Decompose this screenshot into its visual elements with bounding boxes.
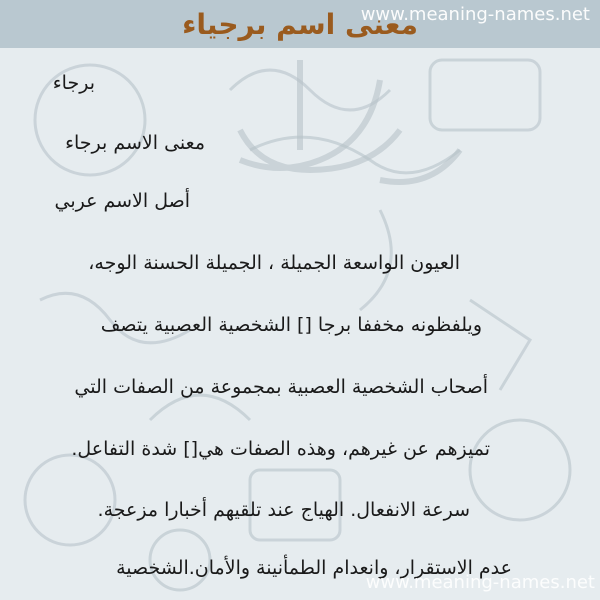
content-line: سرعة الانفعال. الهياج عند تلقيهم أخبارا مزعجة. [97,499,470,521]
content-line: أصحاب الشخصية العصبية بمجموعة من الصفات التي [74,376,488,398]
watermark-top: www.meaning-names.net [360,4,590,25]
page-title: معنى اسم برجياء [182,8,418,41]
content-line: العيون الواسعة الجميلة ، الجميلة الحسنة الوجه، [88,252,460,274]
content-line: عدم الاستقرار، وانعدام الطمأنينة والأمان.الشخصية [116,557,512,579]
watermark-bottom: www.meaning-names.net [365,572,595,593]
content-line: تميزهم عن غيرهم، وهذه الصفات هي[] شدة التفاعل. [71,438,490,460]
content-line: ويلفظونه مخففا برجا [] الشخصية العصبية يتصف [100,314,482,336]
content-line: برجاء [52,72,95,94]
content-line: معنى الاسم برجاء [65,132,205,154]
content-line: أصل الاسم عربي [54,190,190,212]
